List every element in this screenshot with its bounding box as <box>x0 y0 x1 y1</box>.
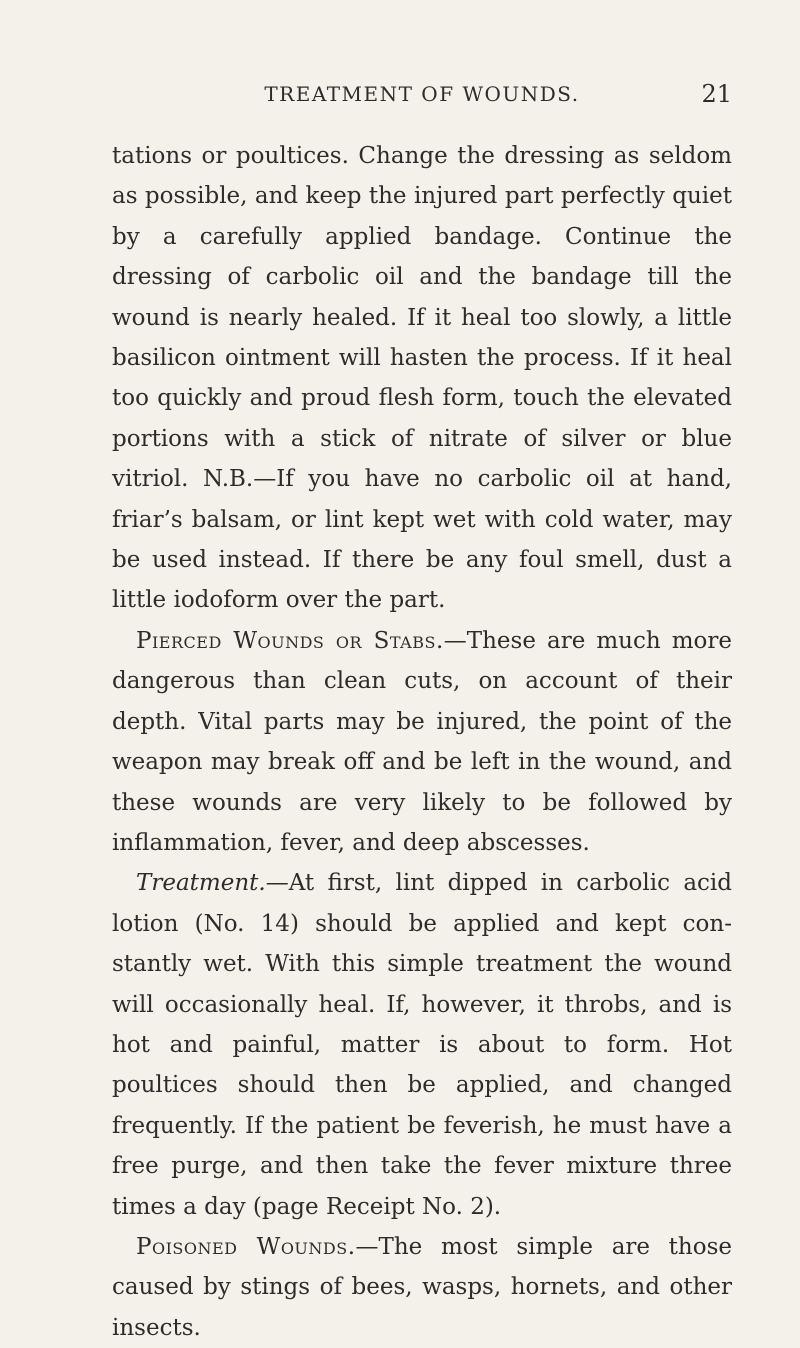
page-number: 21 <box>701 80 732 108</box>
running-head <box>112 82 732 112</box>
section-heading-pierced-wounds: Pierced Wounds or Stabs. <box>136 627 444 654</box>
paragraph-text: tations or poultices. Change the dressing as seldom as possible, and keep the injured part perfectly quiet by a carefully applied bandage. Continue the dressing of carbolic oil and the bandage till the wound is nearly healed. If it heal too slowly, a little basilicon ointment will hasten the process. If it heal too quickly and proud flesh form, touch the elevated portions with a stick of nitrate of silver or blue vitriol. N.B.—If you have no carbolic oil at hand, friar’s balsam, or lint kept wet with cold water, may be used instead. If there be any foul smell, dust a little iodoform over the part. <box>112 143 732 614</box>
paragraph-text: —These are much more dangerous than clean cuts, on account of their depth. Vital parts may be injured, the point of the weapon may break off and be left in the wound, and these wounds are very likely to be followed by inflammation, fever, and deep abscesses. <box>112 627 732 856</box>
running-title: TREATMENT OF WOUNDS. <box>264 82 580 106</box>
book-page <box>112 0 733 1341</box>
paragraph-continuation <box>112 136 732 621</box>
paragraph-treatment <box>112 863 732 1227</box>
body-text <box>112 136 732 1348</box>
section-heading-poisoned-wounds: Poisoned Wounds. <box>136 1233 356 1260</box>
paragraph-text: —The most simple are those caused by stings of bees, wasps, hornets, and other insects. <box>112 1233 733 1341</box>
section-heading-treatment: Treatment. <box>136 870 266 897</box>
paragraph-poisoned-wounds <box>112 1227 732 1348</box>
paragraph-text: —At first, lint dipped in carbolic acid lotion (No. 14) should be applied and kept constantly wet. With this simple treatment the wound will occasionally heal. If, however, it throbs, and is hot and painful, matter is about to form. Hot poultices should then be applied, and changed frequently. If the patient be feverish, he must have a free purge, and then take the fever mixture three times a day (page Receipt No. 2). <box>112 870 732 1220</box>
paragraph-pierced-wounds <box>112 621 732 863</box>
